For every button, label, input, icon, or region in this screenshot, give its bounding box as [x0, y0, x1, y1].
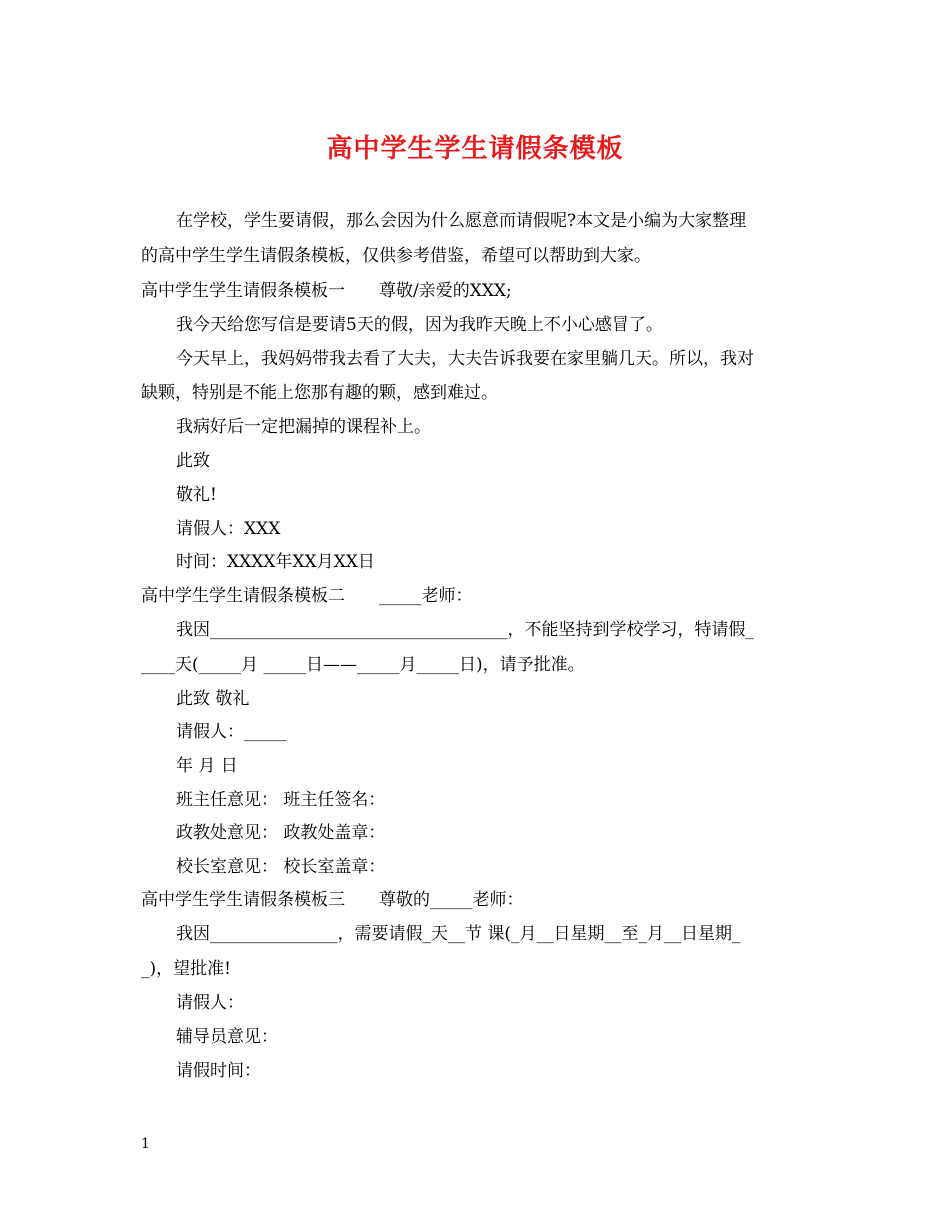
- text-line: 我病好后一定把漏掉的课程补上。: [176, 417, 431, 437]
- text-line: 在学校，学生要请假，那么会因为什么愿意而请假呢?本文是小编为大家整理: [176, 211, 747, 231]
- text-line: 政教处意见： 政教处盖章：: [176, 823, 386, 843]
- section-heading-2: 高中学生学生请假条模板二 _____老师：: [141, 586, 473, 606]
- text-line: 辅导员意见：: [176, 1027, 278, 1047]
- text-line: 此致: [176, 451, 210, 471]
- text-line: 班主任意见： 班主任签名：: [176, 790, 386, 810]
- text-line: ____天(_____月 _____日——_____月_____日)，请予批准。: [141, 655, 585, 675]
- text-line: 时间：XXXX年XX月XX日: [176, 552, 375, 572]
- text-line: _)，望批准!: [141, 959, 231, 979]
- section-heading-3: 高中学生学生请假条模板三 尊敬的_____老师：: [141, 890, 524, 910]
- text-line: 今天早上，我妈妈带我去看了大夫，大夫告诉我要在家里躺几天。所以，我对: [176, 349, 754, 369]
- text-line: 请假时间：: [176, 1061, 261, 1081]
- text-line: 我因___________________________________，不能坚持到学校学习，特请假_: [176, 620, 754, 640]
- text-line: 我今天给您写信是要请5天的假，因为我昨天晚上不小心感冒了。: [176, 315, 663, 335]
- text-line: 的高中学生学生请假条模板，仅供参考借鉴，希望可以帮助到大家。: [141, 246, 651, 266]
- text-line: 缺颗，特别是不能上您那有趣的颗，感到难过。: [141, 383, 498, 403]
- text-line: 敬礼!: [176, 485, 217, 505]
- text-line: 校长室意见： 校长室盖章：: [176, 857, 386, 877]
- text-line: 请假人：XXX: [176, 519, 281, 539]
- page-number: 1: [141, 1136, 150, 1152]
- text-line: 我因_______________，需要请假_天__节 课(_月__日星期__至_月__日星期_: [176, 924, 741, 944]
- document-title: 高中学生学生请假条模板: [326, 134, 624, 164]
- text-line: 此致 敬礼: [176, 689, 250, 709]
- text-line: 请假人：_____: [176, 722, 287, 742]
- text-line: 年 月 日: [176, 756, 238, 776]
- section-heading-1: 高中学生学生请假条模板一 尊敬/亲爱的XXX;: [141, 281, 512, 301]
- text-line: 请假人：: [176, 993, 244, 1013]
